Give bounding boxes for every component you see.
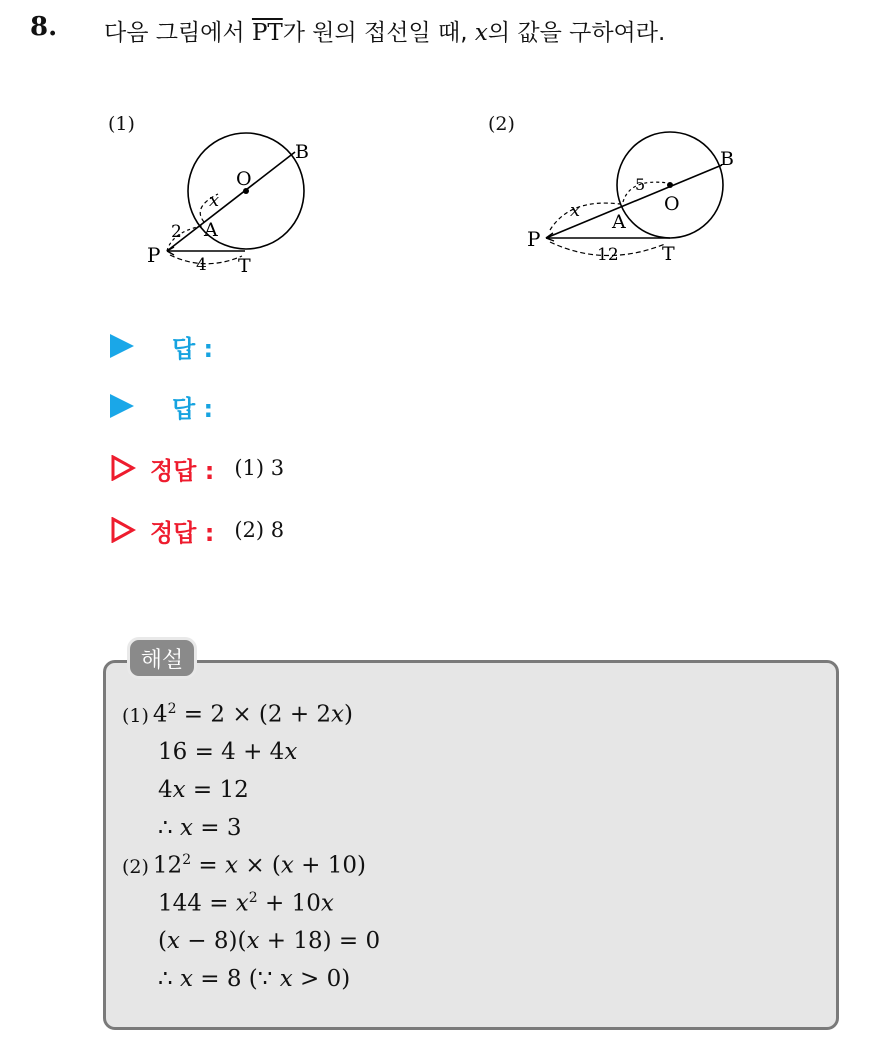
measure-pa-1: 2 xyxy=(171,222,182,242)
measure-5-2: 5 xyxy=(635,175,646,194)
play-icon xyxy=(110,334,134,358)
solution-p1-line2: 16 = 4 + 4x xyxy=(158,739,298,765)
figure-1-diagram xyxy=(130,120,350,285)
play-icon xyxy=(110,394,134,418)
question-text-before: 다음 그림에서 xyxy=(104,20,252,46)
measure-pt-1: 4 xyxy=(196,255,207,275)
solution-p1-line1: (1) $4^2 = 2 \times (2 + 2x)$ xyxy=(122,701,354,728)
point-b-2: B xyxy=(720,148,734,170)
question-text-middle: 가 원의 접선일 때, xyxy=(282,20,475,46)
point-o-2: O xyxy=(664,193,680,215)
solution-p2-line4: ∴ x = 8 (∵ x > 0) xyxy=(158,966,351,992)
point-t-1: T xyxy=(238,255,251,277)
point-p-2: P xyxy=(527,227,541,251)
secant-line-1 xyxy=(167,152,295,251)
arc-5-2 xyxy=(623,182,668,202)
variable-x: x xyxy=(474,20,488,46)
point-p-1: P xyxy=(147,243,161,267)
outline-triangle-icon xyxy=(110,455,136,481)
correct-answer-row-2 xyxy=(110,514,284,546)
point-b-1: B xyxy=(295,141,309,163)
measure-x-1: x xyxy=(209,190,220,211)
solution-p1-line3: 4x = 12 xyxy=(158,777,249,803)
point-o-1: O xyxy=(236,168,252,190)
question-text-after: 의 값을 구하여라. xyxy=(487,20,666,46)
outline-triangle-icon xyxy=(110,517,136,543)
arc-x-2 xyxy=(550,203,620,230)
correct-answer-label-2: 정답 : xyxy=(150,518,215,547)
point-a-1: A xyxy=(204,219,218,241)
solution-p1-line4: ∴ x = 3 xyxy=(158,815,242,841)
solution-p2-line1: (2) $12^2 = x \times (x + 10)$ xyxy=(122,852,367,879)
answer-label-2: 답 : xyxy=(172,394,214,423)
solution-p2-line2: $144 = x^2 + 10x$ xyxy=(158,890,334,917)
correct-answer-row-1 xyxy=(110,452,284,484)
figure-2-diagram xyxy=(520,120,760,275)
solution-tag: 해설 xyxy=(127,637,197,679)
solution-p2-line3: (x − 8)(x + 18) = 0 xyxy=(158,928,381,954)
measure-x-2: x xyxy=(570,200,581,221)
figure-1-label: (1) xyxy=(108,113,135,135)
point-t-2: T xyxy=(662,243,675,265)
segment-pt: $\overline{PT}$ xyxy=(251,20,283,46)
question-text xyxy=(104,14,665,47)
answer-row-2 xyxy=(110,390,237,422)
correct-answer-value-1: (1) 3 xyxy=(234,456,285,480)
correct-answer-label-1: 정답 : xyxy=(150,456,215,485)
figure-2-label: (2) xyxy=(488,113,515,135)
center-dot-2 xyxy=(667,182,673,188)
point-a-2: A xyxy=(612,211,626,233)
question-number: 8. xyxy=(30,12,58,42)
correct-answer-value-2: (2) 8 xyxy=(234,518,285,542)
measure-12-2: 12 xyxy=(597,245,619,265)
answer-row-1 xyxy=(110,330,237,362)
answer-label-1: 답 : xyxy=(172,334,214,363)
